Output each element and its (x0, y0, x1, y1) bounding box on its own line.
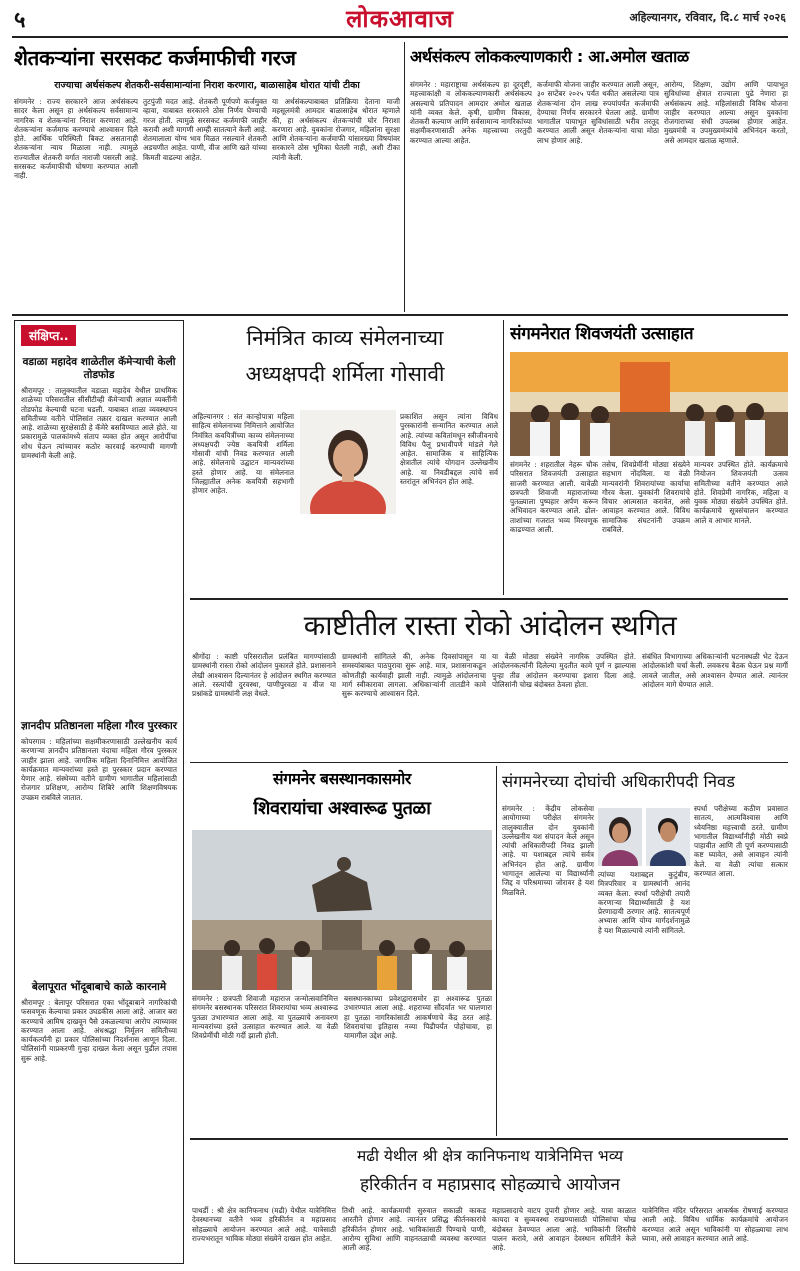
story3-col2: प्रकाशित असून त्यांना विविध पुरस्कारांनी सन्मानित करण्यात आले आहे. त्यांच्या कवितांमधून स्त्रीजीवनाचे विविध पैलू प्रभावीपणे मांडले गेले आहेत. सामाजिक व साहित्यिक क्षेत्रातील त्यांचे योगदान उल्लेखनीय आहे. या निवडीबद्दल त्यांचे सर्व स्तरांतून अभिनंदन होत आहे. (400, 412, 498, 487)
story3-col1: अहिल्यानगर : संत कान्होपात्रा महिला साहित्य संमेलनाच्या निमित्ताने आयोजित निमंत्रित कवयित्रींच्या काव्य संमेलनाच्या अध्यक्षपदी ज्येष्ठ कवयित्री शर्मिला गोसावी यांची निवड करण्यात आली आहे. संमेलनाचे उद्घाटन मान्यवरांच्या हस्ते होणार आहे. या संमेलनात जिल्ह्यातील अनेक कवयित्री सहभागी होणार आहेत. (192, 412, 294, 496)
story4-col1: संगमनेर : शहरातील नेहरू चौक परिसरात शिवजयंती उत्साहात साजरी करण्यात आली. यावेळी छत्रपती शिवाजी महाराजांच्या पुतळ्याला पुष्पहार अर्पण करून अभिवादन करण्यात आले. ढोल-ताशांच्या गजरात भव्य मिरवणूक काढण्यात आली. (510, 460, 598, 535)
story6-headline (192, 766, 492, 828)
story1-col2: तुटपुंजी मदत आहे. शेतकरी पूर्णपणे कर्जमुक्त व्हावा, याबाबत सरकारने ठोस निर्णय घेण्याची गरज होती. त्यामुळे सरसकट कर्जमाफी जाहीर करावी अशी मागणी आम्ही सातत्याने केली आहे. शेतमालाला योग्य भाव मिळत नसल्याने शेतकरी अडचणीत आहेत. पाणी, वीज आणि खते यांच्या किमती वाढल्या आहेत. (143, 97, 267, 162)
sidebar-label: संक्षिप्त.. (21, 325, 76, 346)
header-rule (12, 36, 788, 38)
story5-headline-text: काष्टीतील रास्ता रोको आंदोलन स्थगित (303, 609, 677, 642)
story5-col4: संबंधित विभागाच्या अधिकाऱ्यांनी घटनास्थळी भेट देऊन आंदोलकांशी चर्चा केली. लवकरच बैठक घेऊन प्रश्न मार्गी लावले जातील, असे आश्वासन देण्यात आले. त्यानंतर आंदोलन मागे घेण्यात आले. (642, 652, 788, 689)
story4-col2: तसेच, शिवप्रेमींनी मोठ्या संख्येने सहभाग नोंदविला. या वेळी मान्यवरांनी शिवरायांच्या कार्याचा गौरव केला. युवकांनी शिवरायांचे विचार आत्मसात करावेत, असे आवाहन करण्यात आले. विविध सामाजिक संघटनांनी उपक्रम राबविले. (602, 460, 690, 535)
story1-subheadline-text: राज्याचा अर्थसंकल्प शेतकरी-सर्वसामान्यांना निराश करणारा, बाळासाहेब थोरात यांची टीका (54, 80, 360, 91)
story7-col1: संगमनेर : केंद्रीय लोकसेवा आयोगाच्या परीक्षेत संगमनेर तालुक्यातील दोन युवकांनी उल्लेखनीय यश संपादन केले असून त्यांची अधिकारीपदी निवड झाली आहे. या यशाबद्दल त्यांचे सर्वत्र अभिनंदन होत आहे. ग्रामीण भागातून आलेल्या या विद्यार्थ्यांनी जिद्द व परिश्रमाच्या जोरावर हे यश मिळविले. (502, 804, 594, 897)
sidebar-box (14, 320, 184, 1264)
page-number-text: ५ (14, 8, 26, 33)
story4-headline-text: संगमनेरात शिवजयंती उत्साहात (510, 324, 694, 344)
story7-col3: स्पर्धा परीक्षेच्या कठीण प्रवासात सातत्य, आत्मविश्वास आणि ध्येयनिष्ठा महत्त्वाची ठरते. ग्रामीण भागातील विद्यार्थ्यांनीही मोठी स्वप्ने पाहावीत आणि ती पूर्ण करण्यासाठी कष्ट घ्यावेत, असे आवाहन त्यांनी केले. या वेळी त्यांचा सत्कार करण्यात आला. (694, 804, 788, 879)
story7-headline (502, 766, 788, 800)
masthead (290, 2, 510, 36)
story2-col2: कर्जमाफी योजना जाहीर करण्यात आली असून, ३० सप्टेंबर २०२५ पर्यंत थकीत असलेल्या पात्र शेतकऱ्यांना दोन लाख रुपयांपर्यंत कर्जमाफी देण्याचा निर्णय सरकारने घेतला आहे. ग्रामीण भागातील पायाभूत सुविधांसाठी भरीव तरतूद करण्यात आली असून शेतकऱ्यांना याचा मोठा लाभ होणार आहे. (537, 80, 659, 145)
masthead-text: लोकआवाज (346, 4, 454, 33)
story8-headline-line1: मढी येथील श्री क्षेत्र कानिफनाथ यात्रेनिमित्त भव्य (356, 1147, 623, 1165)
vertical-divider-top (404, 42, 405, 312)
story2-headline (410, 42, 788, 74)
story1-subheadline (14, 78, 400, 94)
sidebar-item-2-text: कोपरगाव : महिलांच्या सक्षमीकरणासाठी उल्लेखनीय कार्य करणाऱ्या ज्ञानदीप प्रतिष्ठानला यंदाचा महिला गौरव पुरस्कार जाहीर झाला आहे. जागतिक महिला दिनानिमित्त आयोजित कार्यक्रमात मान्यवरांच्या हस्ते हा पुरस्कार प्रदान करण्यात येणार आहे. संस्थेच्या वतीने ग्रामीण भागातील महिलांसाठी रोजगार प्रशिक्षण, आरोग्य शिबिरे आणि शिक्षणविषयक उपक्रम राबविले जातात. (21, 737, 177, 802)
story5-col2: ग्रामस्थांनी सांगितले की, अनेक दिवसांपासून या समस्यांबाबत पाठपुरावा सुरू आहे. मात्र, प्रशासनाकडून कोणतीही कार्यवाही झाली नाही. त्यामुळे आंदोलनाचा मार्ग स्वीकारावा लागला. अधिकाऱ्यांनी तातडीने कामे सुरू करण्याचे आश्वासन दिले. (342, 652, 486, 699)
vertical-divider-mid (503, 320, 504, 595)
story3-headline-line2: अध्यक्षपदी शर्मिला गोसावी (245, 362, 445, 386)
story7-headline-text: संगमनेरच्या दोघांची अधिकारीपदी निवड (502, 772, 735, 791)
sidebar-item-1-headline: वडाळा महादेव शाळेतील कॅमेऱ्याची केली तोडफोड (22, 356, 176, 381)
story8-col4: यात्रेनिमित्त मंदिर परिसरात आकर्षक रोषणाई करण्यात आली आहे. विविध धार्मिक कार्यक्रमांचे आयोजन करण्यात आले असून भाविकांनी या सोहळ्याचा लाभ घ्यावा, असे आवाहन करण्यात आले आहे. (642, 1206, 788, 1243)
dateline-text: अहिल्यानगर, रविवार, दि.८ मार्च २०२६ (629, 11, 786, 24)
story1-col1: संगमनेर : राज्य सरकारने आज अर्थसंकल्प सादर केला असून हा अर्थसंकल्प सर्वसामान्य नागरिक व शेतकऱ्यांना निराश करणारा आहे. शेतकऱ्यांना कर्जमाफ करण्याचे आश्वासन दिले होते. आर्थिक परिस्थिती बिकट असतानाही शेतकऱ्यांना न्याय मिळाला नाही. त्यामुळे राज्यातील शेतकरी वर्गात नाराजी पसरली आहे. सरसकट कर्जमाफीची घोषणा करण्यात आली नाही. (14, 97, 138, 181)
sidebar-item-3-headline: बेलापूरात भोंदूबाबाचे काळे कारनामे (31, 981, 167, 993)
story6-headline-line2: शिवरायांचा अश्वारूढ पुतळा (253, 798, 431, 819)
section-rule-1 (12, 314, 788, 316)
officer-photo-1 (598, 808, 642, 866)
story8-headline (192, 1142, 788, 1202)
sidebar-item-2-headline: ज्ञानदीप प्रतिष्ठानला महिला गौरव पुरस्कार (21, 720, 178, 732)
statue-photo (192, 830, 492, 990)
shivjayanti-photo (510, 352, 788, 456)
story8-headline-line2: हरिकीर्तन व महाप्रसाद सोहळ्याचे आयोजन (360, 1175, 620, 1195)
sidebar-item-1-text: श्रीरामपूर : तालुक्यातील वडाळा महादेव येथील प्राथमिक शाळेच्या परिसरातील सीसीटीव्ही कॅमेऱ्याची अज्ञात व्यक्तींनी तोडफोड केल्याची घटना घडली. याबाबत शाळा व्यवस्थापन समितीच्या वतीने पोलिसांत तक्रार दाखल करण्यात आली आहे. शाळेच्या सुरक्षेसाठी हे कॅमेरे बसविण्यात आले होते. या प्रकारामुळे पालकांमध्ये संताप व्यक्त होत असून आरोपींचा शोध घेऊन त्यांच्यावर कठोर कारवाई करण्याची मागणी ग्रामस्थांनी केली आहे. (21, 386, 177, 461)
story8-col2: तिथी आहे. कार्यक्रमाची सुरुवात सकाळी काकड आरतीने होणार आहे. त्यानंतर प्रसिद्ध कीर्तनकारांचे हरिकीर्तन होणार आहे. भाविकांसाठी पिण्याचे पाणी, आरोग्य सुविधा आणि वाहनतळाची व्यवस्था करण्यात आली आहे. (342, 1206, 486, 1253)
story5-headline (192, 604, 788, 648)
story2-col1: संगमनेर : महाराष्ट्राचा अर्थसंकल्प हा दूरदृष्टी, महत्त्वाकांक्षी व लोककल्याणकारी अर्थसंकल्प असल्याचे प्रतिपादन आमदार अमोल खताळ यांनी व्यक्त केले. कृषी, ग्रामीण विकास, शेतकरी कल्याण आणि सर्वसामान्य नागरिकांच्या सक्षमीकरणासाठी अनेक महत्त्वाच्या तरतुदी करण्यात आल्या आहेत. (410, 80, 532, 145)
story1-headline (14, 42, 398, 76)
page-number (14, 4, 54, 34)
story8-col1: पाथर्डी : श्री क्षेत्र कानिफनाथ (मढी) येथील यात्रेनिमित्त देवस्थानच्या वतीने भव्य हरिकीर्तन व महाप्रसाद सोहळ्याचे आयोजन करण्यात आले आहे. यात्रेसाठी राज्यभरातून भाविक मोठ्या संख्येने दाखल होत आहेत. (192, 1206, 336, 1243)
story3-headline-line1: निमंत्रित काव्य संमेलनाच्या (246, 326, 444, 350)
story3-headline (192, 320, 498, 400)
story1-col3: या अर्थसंकल्पाबाबत प्रतिक्रिया देताना माजी महसूलमंत्री आमदार बाळासाहेब थोरात म्हणाले की, हा अर्थसंकल्प शेतकऱ्यांची घोर निराशा करणारा आहे. युवकांना रोजगार, महिलांना सुरक्षा आणि शेतकऱ्यांना कर्जमाफी यांसारख्या विषयांवर सरकारने ठोस भूमिका घेतली नाही, अशी टीका त्यांनी केली. (272, 97, 400, 162)
story5-col1: श्रीगोंदा : काष्टी परिसरातील प्रलंबित मागण्यांसाठी ग्रामस्थांनी रास्ता रोको आंदोलन पुकारले होते. प्रशासनाने लेखी आश्वासन दिल्यानंतर हे आंदोलन स्थगित करण्यात आले. रस्त्यांची दुरवस्था, पाणीपुरवठा व वीज या प्रश्नांकडे ग्रामस्थांनी लक्ष वेधले. (192, 652, 336, 699)
section-rule-2 (190, 598, 788, 600)
sidebar-item-3-text: श्रीरामपूर : बेलापूर परिसरात एका भोंदूबाबाने नागरिकांची फसवणूक केल्याचा प्रकार उघडकीस आला आहे. आजार बरा करण्याचे आमिष दाखवून पैसे उकळल्याचा आरोप त्याच्यावर करण्यात आला आहे. अंधश्रद्धा निर्मूलन समितीच्या कार्यकर्त्यांनी हा प्रकार पोलिसांच्या निदर्शनास आणून दिला. पोलिसांनी याप्रकरणी गुन्हा दाखल केला असून पुढील तपास सुरू आहे. (21, 998, 177, 1063)
story7-col2: त्यांच्या यशाबद्दल कुटुंबीय, मित्रपरिवार व ग्रामस्थांनी आनंद व्यक्त केला. स्पर्धा परीक्षेची तयारी करणाऱ्या विद्यार्थ्यांसाठी हे यश प्रेरणादायी ठरणार आहे. सातत्यपूर्ण अभ्यास आणि योग्य मार्गदर्शनामुळे हे यश मिळाल्याचे त्यांनी सांगितले. (598, 870, 690, 935)
vertical-divider-low (496, 766, 497, 1136)
story2-headline-text: अर्थसंकल्प लोककल्याणकारी : आ.अमोल खताळ (410, 47, 689, 66)
story6-headline-line1: संगमनेर बसस्थानकासमोर (273, 770, 411, 788)
section-rule-4 (190, 1138, 788, 1140)
story2-col3: आरोग्य, शिक्षण, उद्योग आणि पायाभूत सुविधांच्या क्षेत्रात राज्याला पुढे नेणारा हा अर्थसंकल्प आहे. महिलांसाठी विविध योजना जाहीर करण्यात आल्या असून युवकांना रोजगाराच्या संधी उपलब्ध होणार आहेत. मुख्यमंत्री व उपमुख्यमंत्र्यांचे अभिनंदन करतो, असे आमदार खताळ म्हणाले. (664, 80, 788, 145)
section-rule-3 (190, 762, 788, 763)
story1-headline-text: शेतकऱ्यांना सरसकट कर्जमाफीची गरज (14, 46, 296, 70)
poet-portrait (300, 410, 396, 514)
story6-col1: संगमनेर : छत्रपती शिवाजी महाराज जन्मोत्सवानिमित्त संगमनेर बसस्थानक परिसरात शिवरायांचा भव्य अश्वारूढ पुतळा उभारण्यात आला आहे. या पुतळ्याचे अनावरण मान्यवरांच्या हस्ते उत्साहात करण्यात आले. या वेळी शिवप्रेमींची मोठी गर्दी झाली होती. (192, 994, 338, 1041)
story5-col3: या वेळी मोठ्या संख्येने नागरिक उपस्थित होते. आंदोलनकर्त्यांनी दिलेल्या मुदतीत कामे पूर्ण न झाल्यास पुन्हा तीव्र आंदोलन करण्याचा इशारा दिला आहे. पोलिसांनी चोख बंदोबस्त ठेवला होता. (492, 652, 636, 689)
story6-col2: बसस्थानकाच्या प्रवेशद्वारासमोर हा अश्वारूढ पुतळा उभारण्यात आला आहे. शहराच्या सौंदर्यात भर घालणारा हा पुतळा नागरिकांसाठी आकर्षणाचे केंद्र ठरत आहे. शिवरायांचा इतिहास नव्या पिढीपर्यंत पोहोचावा, हा यामागील उद्देश आहे. (344, 994, 492, 1041)
story4-headline (510, 320, 788, 350)
officer-photo-2 (646, 808, 690, 866)
dateline (520, 10, 786, 30)
story8-col3: महाप्रसादाचे वाटप दुपारी होणार आहे. यात्रा काळात कायदा व सुव्यवस्था राखण्यासाठी पोलिसांचा चोख बंदोबस्त ठेवण्यात आला आहे. भाविकांनी शिस्तीचे पालन करावे, असे आवाहन देवस्थान समितीने केले आहे. (492, 1206, 636, 1253)
story4-col3: मान्यवर उपस्थित होते. कार्यक्रमाचे नियोजन शिवजयंती उत्सव समितीच्या वतीने करण्यात आले होते. शिवप्रेमी नागरिक, महिला व युवक मोठ्या संख्येने उपस्थित होते. कार्यक्रमाचे सूत्रसंचालन करण्यात आले व आभार मानले. (694, 460, 788, 525)
